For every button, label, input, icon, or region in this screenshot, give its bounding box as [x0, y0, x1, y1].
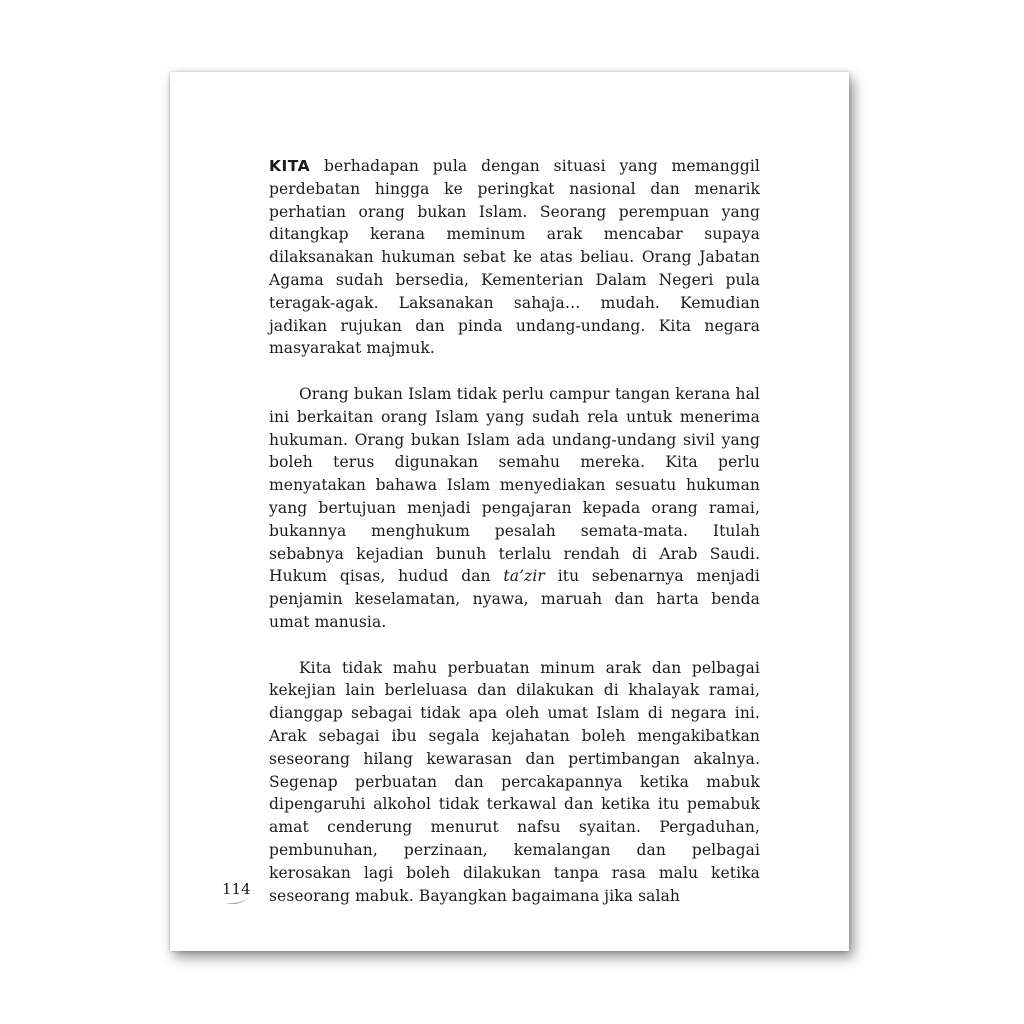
paragraph-2 [269, 383, 760, 634]
paragraph-2-text-after: itu sebenarnya menjadi penjamin keselamatan, nyawa, maruah dan harta benda umat manusia. [269, 567, 760, 631]
paragraph-1-text: berhadapan pula dengan situasi yang memanggil perdebatan hingga ke peringkat nasional dan menarik perhatian orang bukan Islam. Seorang perempuan yang ditangkap kerana meminum arak mencabar supaya dilaksanakan hukuman sebat ke atas beliau. Orang Jabatan Agama sudah bersedia, Kementerian Dalam Negeri pula teragak-agak. Laksanakan sahaja… mudah. Kemudian jadikan rujukan dan pinda undang-undang. Kita negara masyarakat majmuk. [269, 157, 760, 358]
page-number: 114 [222, 880, 251, 898]
lead-word: KITA [269, 157, 311, 175]
paragraph-3-text: Kita tidak mahu perbuatan minum arak dan pelbagai kekejian lain berleluasa dan dilakukan di khalayak ramai, dianggap sebagai tidak apa oleh umat Islam di negara ini. Arak sebagai ibu segala kejahatan boleh mengakibatkan seseorang hilang kewarasan dan pertimbangan akalnya. Segenap perbuatan dan percakapannya ketika mabuk dipengaruhi alkohol tidak terkawal dan ketika itu pemabuk amat cenderung menurut nafsu syaitan. Pergaduhan, pembunuhan, perzinaan, kemalangan dan pelbagai kerosakan lagi boleh dilakukan tanpa rasa malu ketika seseorang mabuk. Bayangkan bagaimana jika salah [269, 658, 760, 905]
book-page [170, 72, 849, 951]
body-text [269, 155, 760, 930]
page-number-swoosh-icon [220, 884, 260, 908]
paragraph-3 [269, 657, 760, 908]
paragraph-2-text-before: Orang bukan Islam tidak perlu campur tangan kerana hal ini berkaitan orang Islam yang sudah rela untuk menerima hukuman. Orang bukan Islam ada undang-undang sivil yang boleh terus digunakan semahu mereka. Kita perlu menyatakan bahawa Islam menyediakan sesuatu hukuman yang bertujuan menjadi pengajaran kepada orang ramai, bukannya menghukum pesalah semata-mata. Itulah sebabnya kejadian bunuh terlalu rendah di Arab Saudi. Hukum qisas, hudud dan [269, 384, 760, 586]
italic-term: ta’zir [503, 567, 545, 586]
paragraph-1 [269, 155, 760, 360]
